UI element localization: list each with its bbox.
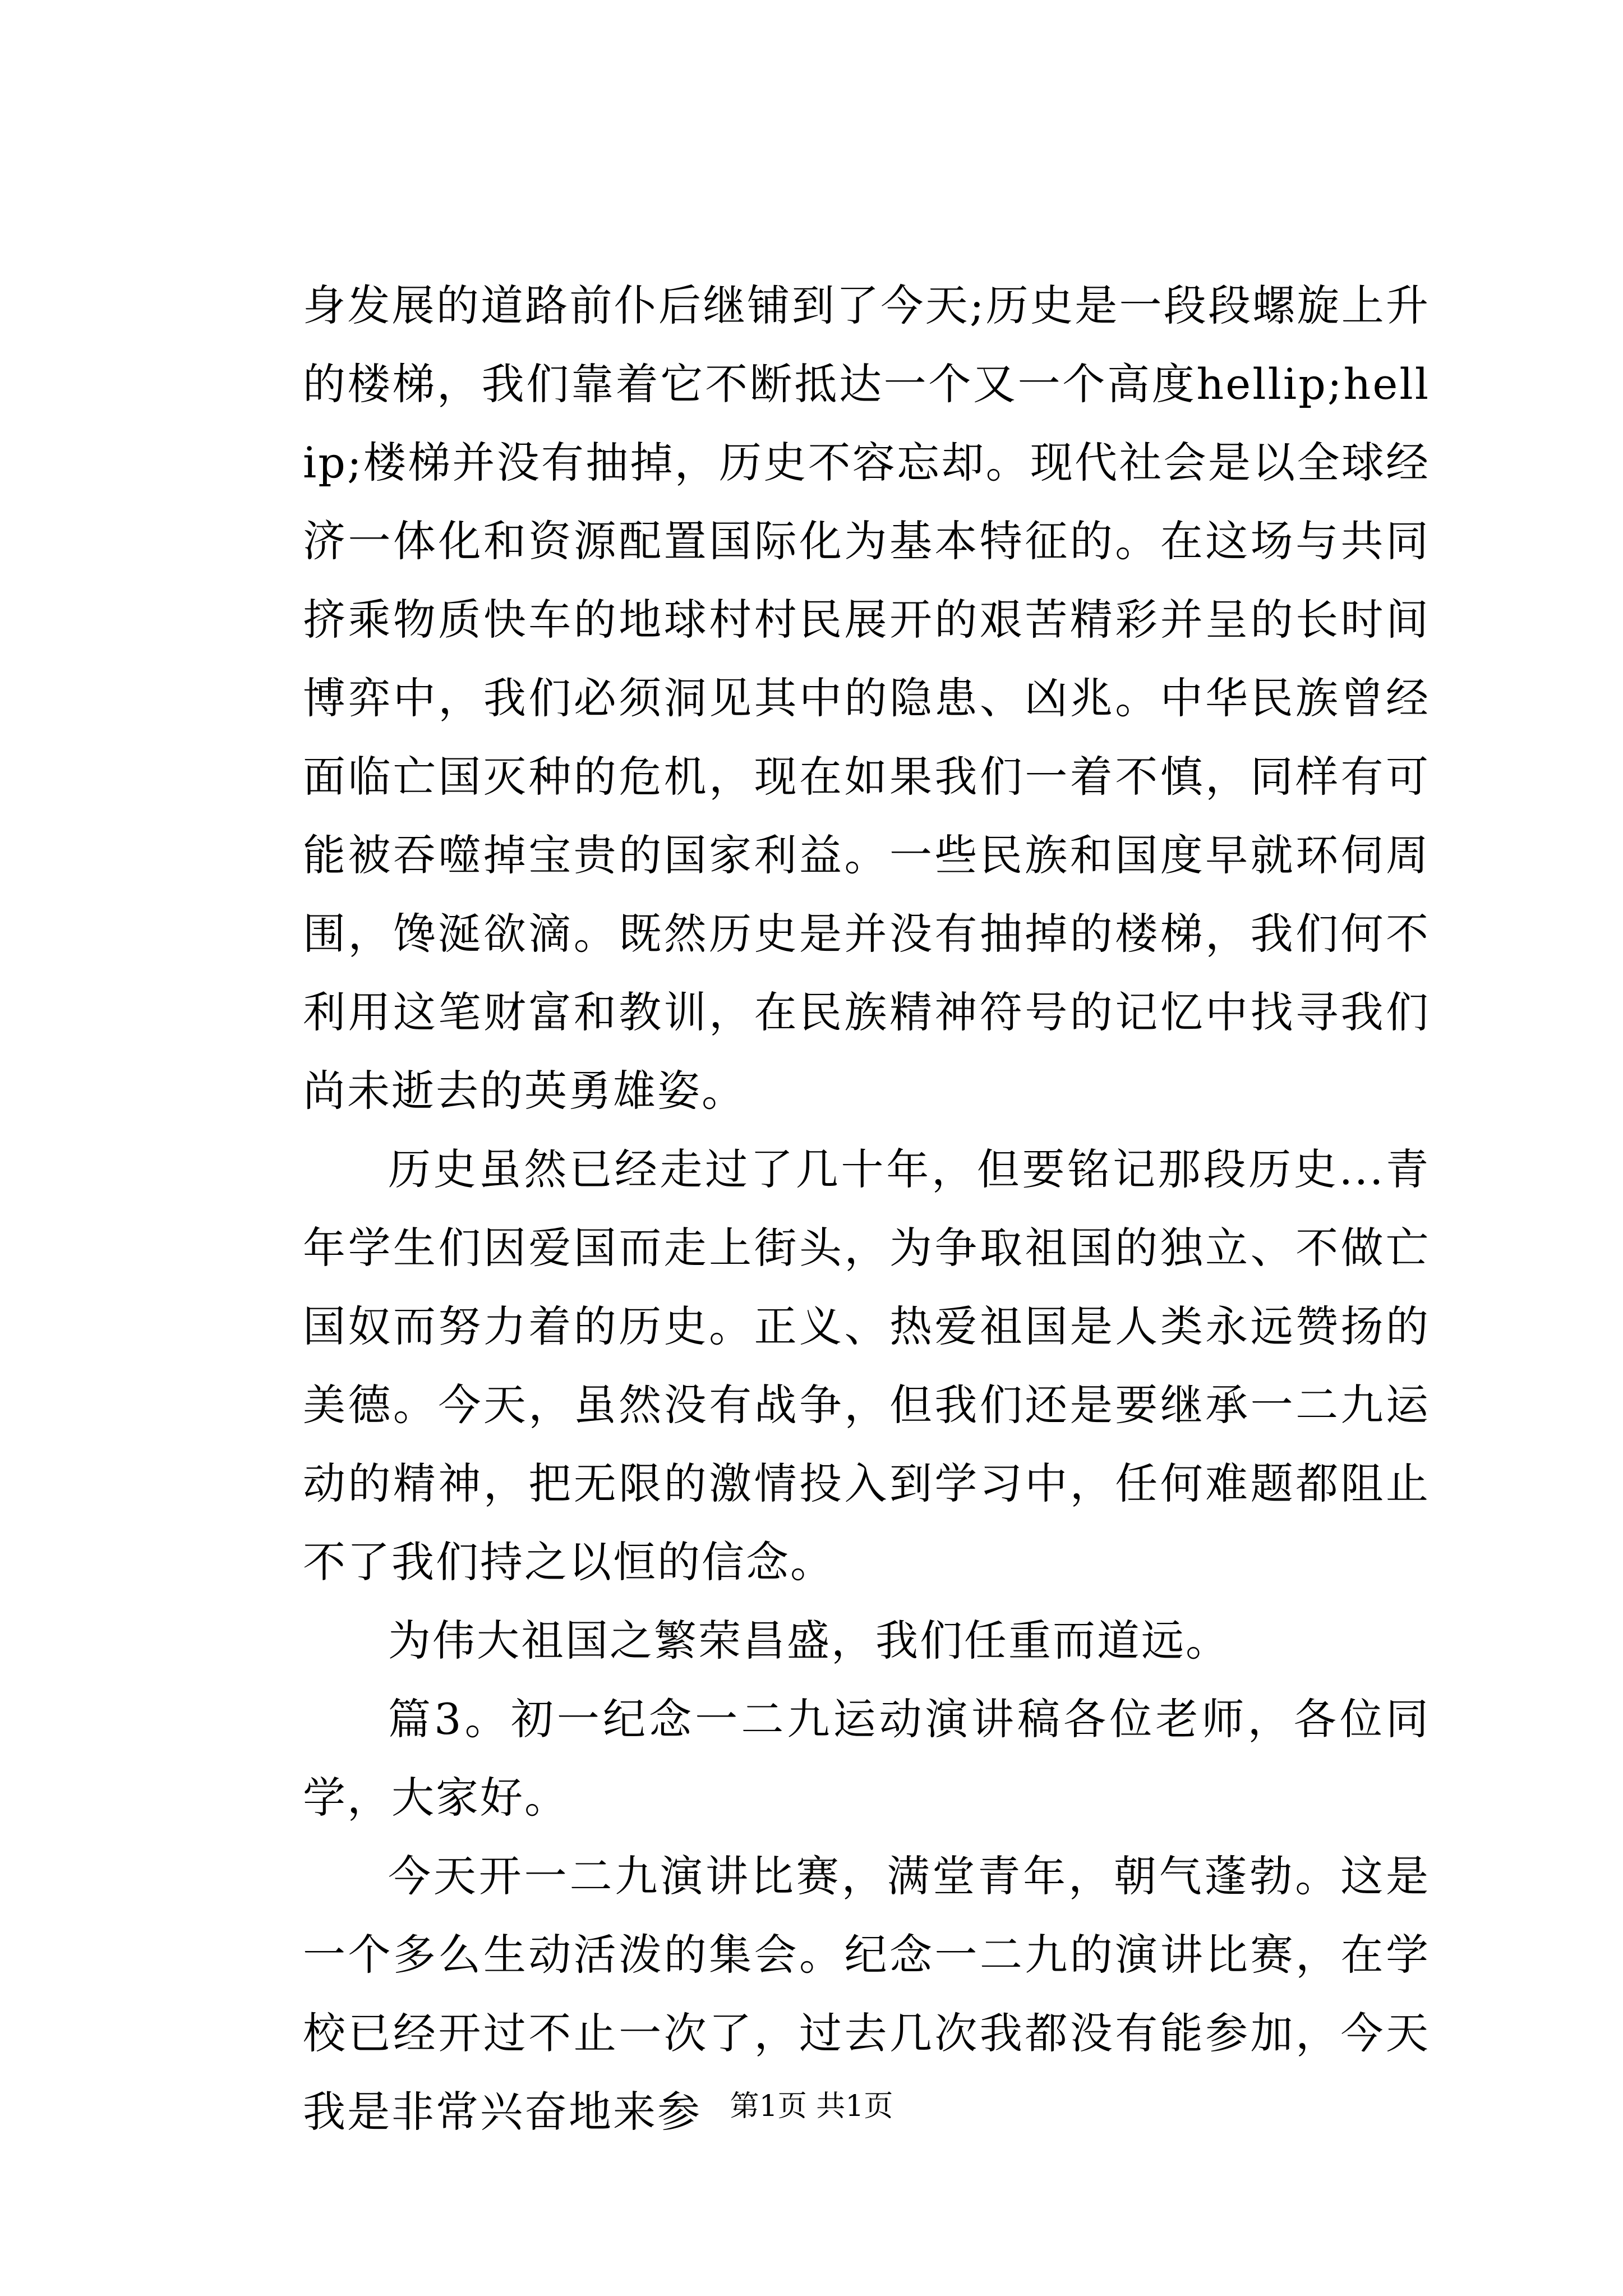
paragraph-5: 今天开一二九演讲比赛，满堂青年，朝气蓬勃。这是一个多么生动活泼的集会。纪念一二九的演讲比赛，在学校已经开过不止一次了，过去几次我都没有能参加，今天我是非常兴奋地来参 [303, 1851, 1430, 2137]
paragraph-3: 为伟大祖国之繁荣昌盛，我们任重而道远。 [388, 1616, 1230, 1665]
page-footer: 第1页 共1页 [730, 2090, 893, 2123]
paragraph-2: 历史虽然已经走过了几十年，但要铭记那段历史...青年学生们因爱国而走上街头，为争取祖国的独立、不做亡国奴而努力着的历史。正义、热爱祖国是人类永远赞扬的美德。今天，虽然没有战争，但我们还是要继承一二九运动的精神，把无限的激情投入到学习中，任何难题都阻止不了我们持之以恒的信念。 [303, 1144, 1430, 1587]
paragraph-1: 身发展的道路前仆后继铺到了今天;历史是一段段螺旋上升的楼梯，我们靠着它不断抵达一个又一个高度hellip;hellip;楼梯并没有抽掉，历史不容忘却。现代社会是以全球经济一体化和资源配置国际化为基本特征的。在这场与共同挤乘物质快车的地球村村民展开的艰苦精彩并呈的长时间博弈中，我们必须洞见其中的隐患、凶兆。中华民族曾经面临亡国灭种的危机，现在如果我们一着不慎，同样有可能被吞噬掉宝贵的国家利益。一些民族和国度早就环伺周围，馋涎欲滴。既然历史是并没有抽掉的楼梯，我们何不利用这笔财富和教训，在民族精神符号的记忆中找寻我们尚未逝去的英勇雄姿。 [303, 280, 1430, 1116]
document-body [303, 266, 1430, 2151]
paragraph-4: 篇3。初一纪念一二九运动演讲稿各位老师，各位同学，大家好。 [303, 1694, 1430, 1823]
